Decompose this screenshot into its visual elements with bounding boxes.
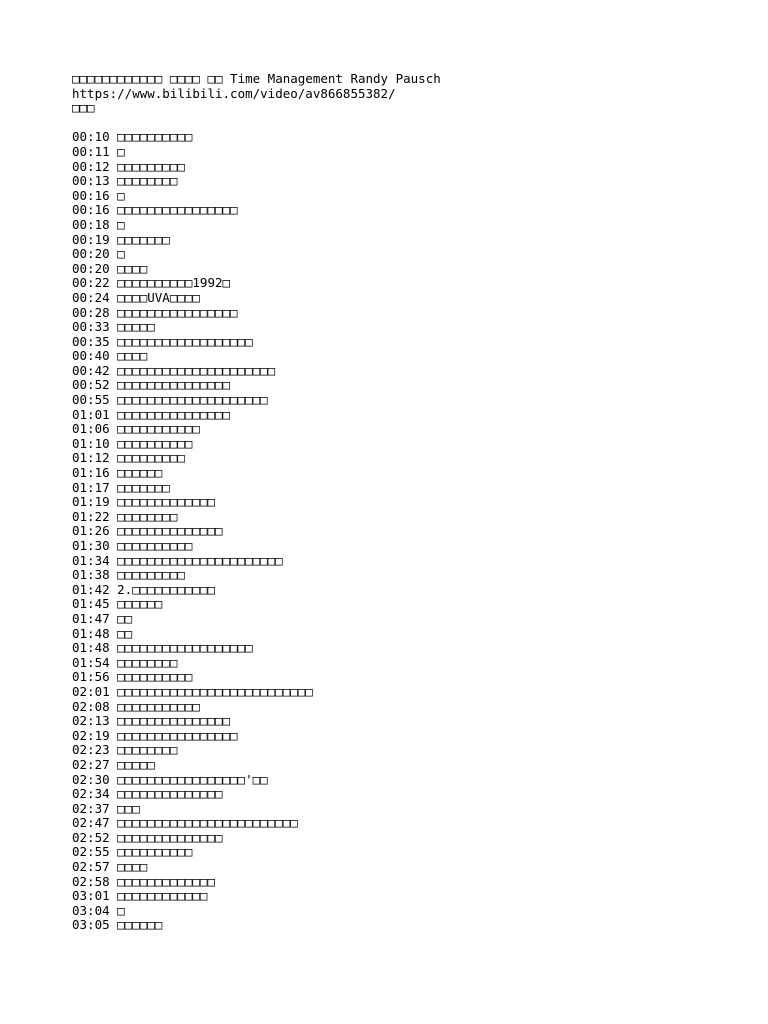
- timestamp: 00:24: [72, 289, 110, 305]
- subtitle-text: □□□□□□: [117, 465, 163, 481]
- transcript-line: [72, 451, 722, 466]
- timestamp: 00:16: [72, 202, 110, 218]
- spacer: [72, 116, 722, 131]
- subtitle-text: □□□□□□□□□□1992□: [117, 275, 231, 291]
- subtitle-text: □□□□□□□□□□□□□□□: [117, 377, 231, 393]
- timestamp: 00:19: [72, 231, 110, 247]
- transcript-line: [72, 160, 722, 175]
- transcript-line: [72, 378, 722, 393]
- transcript-line: [72, 335, 722, 350]
- timestamp: 00:13: [72, 173, 110, 189]
- subtitle-text: □□□□□□□□□□□: [117, 698, 200, 714]
- transcript-line: [72, 918, 722, 933]
- transcript-line: [72, 510, 722, 525]
- transcript-line: [72, 349, 722, 364]
- transcript-line: [72, 233, 722, 248]
- transcript-line: [72, 466, 722, 481]
- transcript-line: [72, 773, 722, 788]
- subtitle-text: □□□□□□□□□□□□□□: [117, 786, 223, 802]
- transcript-line: [72, 145, 722, 160]
- transcript-line: [72, 627, 722, 642]
- timestamp: 01:45: [72, 596, 110, 612]
- timestamp: 02:55: [72, 844, 110, 860]
- timestamp: 01:17: [72, 479, 110, 495]
- timestamp: 01:34: [72, 552, 110, 568]
- subtitle-text: □□□□□□□□□□□□: [117, 888, 208, 904]
- subtitle-text: □□□□: [117, 348, 148, 364]
- timestamp: 01:22: [72, 508, 110, 524]
- timestamp: 03:01: [72, 888, 110, 904]
- transcript-line: [72, 306, 722, 321]
- subtitle-text: □□□□□□□□□□□□□□□□□□□□□□□□: [117, 815, 298, 831]
- subtitle-text: □□□□□□□□□□□□□□□□□□: [117, 333, 253, 349]
- timestamp: 02:52: [72, 829, 110, 845]
- timestamp: 03:05: [72, 917, 110, 933]
- timestamp: 00:35: [72, 333, 110, 349]
- transcript-line: [72, 583, 722, 598]
- transcript-line: [72, 393, 722, 408]
- subtitle-text: □□□□□□□□□□□□□□□□□□□□: [117, 392, 268, 408]
- subtitle-text: □□□□□□□□□□□□□□: [117, 523, 223, 539]
- timestamp: 02:08: [72, 698, 110, 714]
- timestamp: 00:11: [72, 143, 110, 159]
- transcript-line: [72, 758, 722, 773]
- transcript-line: [72, 247, 722, 262]
- transcript-line: [72, 408, 722, 423]
- transcript-line: [72, 612, 722, 627]
- timestamp: 01:54: [72, 654, 110, 670]
- transcript-line: [72, 189, 722, 204]
- subtitle-text: □□□□□□□□□□□□□□□: [117, 713, 231, 729]
- transcript-line: [72, 875, 722, 890]
- timestamp: 01:01: [72, 406, 110, 422]
- transcript-line: [72, 203, 722, 218]
- subtitle-text: □□□□□□: [117, 917, 163, 933]
- subtitle-text: □□□□□□□□□□□□□□□□□□: [117, 640, 253, 656]
- transcript-line: [72, 291, 722, 306]
- subtitle-text: □□□□□□□□□□: [117, 435, 193, 451]
- subtitle-text: □□□□□□□□□□□□□□: [117, 829, 223, 845]
- subtitle-text: □□□□□□□□□□: [117, 669, 193, 685]
- timestamp: 01:47: [72, 610, 110, 626]
- subtitle-text: □□□□□□□□□□□□□: [117, 873, 215, 889]
- subtitle-text: □□□□□□□□□□□□□: [117, 494, 215, 510]
- timestamp: 00:18: [72, 216, 110, 232]
- transcript-line: [72, 481, 722, 496]
- subtitle-text: 2.□□□□□□□□□□□: [117, 581, 215, 597]
- subtitle-text: □□□□□□□□□□: [117, 844, 193, 860]
- subtitle-text: □□: [117, 625, 133, 641]
- timestamp: 01:48: [72, 640, 110, 656]
- subtitle-text: □□□: [117, 800, 140, 816]
- document-title: □□□□□□□□□□□□ □□□□ □□ Time Management Randy Pausch: [72, 71, 441, 86]
- transcript-line: [72, 860, 722, 875]
- subtitle-text: □□□□□: [117, 756, 155, 772]
- timestamp: 01:19: [72, 494, 110, 510]
- subtitle-text: □□□□□□□□□: [117, 450, 185, 466]
- transcript-line: [72, 656, 722, 671]
- timestamp: 01:42: [72, 581, 110, 597]
- transcript-line: [72, 670, 722, 685]
- timestamp: 00:20: [72, 260, 110, 276]
- subtitle-text: □□□□□□□□□□□□□□□: [117, 406, 231, 422]
- timestamp: 00:12: [72, 158, 110, 174]
- subtitle-text: □□□□□□: [117, 596, 163, 612]
- transcript-line: [72, 816, 722, 831]
- transcript-line: [72, 554, 722, 569]
- transcript-line: [72, 685, 722, 700]
- timestamp: 02:47: [72, 815, 110, 831]
- subtitle-text: □□□□□□□□: [117, 742, 178, 758]
- subtitle-text: □□□□□□□□□□□□□□□□: [117, 202, 238, 218]
- subtitle-text: □□□□UVA□□□□: [117, 289, 200, 305]
- timestamp: 01:30: [72, 538, 110, 553]
- transcript-line: [72, 904, 722, 919]
- transcript-line: [72, 174, 722, 189]
- transcript-line: [72, 422, 722, 437]
- transcript-line: [72, 218, 722, 233]
- transcript-line: [72, 320, 722, 335]
- section-label: □□□: [72, 100, 95, 116]
- timestamp: 00:22: [72, 275, 110, 291]
- timestamp: 02:19: [72, 727, 110, 743]
- transcript-line: [72, 539, 722, 554]
- transcript-line: [72, 568, 722, 583]
- subtitle-text: □□□□□□□: [117, 231, 170, 247]
- subtitle-text: □□□□□□□□□□: [117, 129, 193, 145]
- subtitle-text: □□□□□□□□: [117, 173, 178, 189]
- transcript-line: [72, 437, 722, 452]
- subtitle-text: □□□□□□□□□□□□□□□□□□□□□: [117, 362, 276, 378]
- timestamp: 00:16: [72, 187, 110, 203]
- transcript-line: [72, 364, 722, 379]
- transcript-line: [72, 641, 722, 656]
- transcript-line: [72, 495, 722, 510]
- timestamp: 01:26: [72, 523, 110, 539]
- document-page: [72, 72, 722, 933]
- subtitle-text: □□□□□: [117, 319, 155, 335]
- subtitle-text: □□□□□□□□□□□: [117, 421, 200, 437]
- transcript-line: [72, 524, 722, 539]
- timestamp: 00:40: [72, 348, 110, 364]
- transcript-line: [72, 802, 722, 817]
- subtitle-text: □□□□: [117, 859, 148, 875]
- timestamp: 00:28: [72, 304, 110, 320]
- subtitle-text: □□□□□□□□□□□□□□□□□□□□□□: [117, 552, 283, 568]
- transcript-line: [72, 714, 722, 729]
- timestamp: 02:27: [72, 756, 110, 772]
- subtitle-text: □□□□: [117, 260, 148, 276]
- subtitle-text: □□□□□□□□□□□□□□□□□□□□□□□□□□: [117, 683, 313, 699]
- subtitle-text: □□□□□□□□□□□□□□□□: [117, 727, 238, 743]
- timestamp: 02:37: [72, 800, 110, 816]
- subtitle-text: □□□□□□□: [117, 479, 170, 495]
- timestamp: 01:38: [72, 567, 110, 583]
- transcript-line: [72, 262, 722, 277]
- timestamp: 00:55: [72, 392, 110, 408]
- timestamp: 02:13: [72, 713, 110, 729]
- timestamp: 01:48: [72, 625, 110, 641]
- transcript-line: [72, 743, 722, 758]
- timestamp: 02:58: [72, 873, 110, 889]
- subtitle-text: □□□□□□□□: [117, 654, 178, 670]
- subtitle-text: □□□□□□□□□□□□□□□□□'□□: [117, 771, 268, 787]
- transcript-line: [72, 831, 722, 846]
- subtitle-text: □: [117, 246, 125, 262]
- transcript-line: [72, 729, 722, 744]
- subtitle-text: □□□□□□□□□□: [117, 538, 193, 553]
- timestamp: 01:06: [72, 421, 110, 437]
- timestamp: 01:10: [72, 435, 110, 451]
- timestamp: 00:52: [72, 377, 110, 393]
- transcript-line: [72, 597, 722, 612]
- subtitle-text: □□□□□□□□: [117, 508, 178, 524]
- subtitle-text: □□□□□□□□□: [117, 567, 185, 583]
- timestamp: 02:30: [72, 771, 110, 787]
- timestamp: 02:23: [72, 742, 110, 758]
- subtitle-text: □: [117, 187, 125, 203]
- subtitle-text: □: [117, 902, 125, 918]
- timestamp: 02:01: [72, 683, 110, 699]
- timestamp: 01:56: [72, 669, 110, 685]
- subtitle-text: □: [117, 143, 125, 159]
- transcript-line: [72, 276, 722, 291]
- timestamp: 03:04: [72, 902, 110, 918]
- transcript-line: [72, 845, 722, 860]
- timestamp: 00:42: [72, 362, 110, 378]
- timestamp: 00:10: [72, 129, 110, 145]
- timestamp: 01:12: [72, 450, 110, 466]
- subtitle-text: □□: [117, 610, 133, 626]
- timestamp: 00:33: [72, 319, 110, 335]
- transcript-line: [72, 130, 722, 145]
- subtitle-text: □: [117, 216, 125, 232]
- subtitle-text: □□□□□□□□□□□□□□□□: [117, 304, 238, 320]
- transcript-list: [72, 130, 722, 933]
- timestamp: 02:34: [72, 786, 110, 802]
- timestamp: 01:16: [72, 465, 110, 481]
- transcript-line: [72, 700, 722, 715]
- timestamp: 00:20: [72, 246, 110, 262]
- subtitle-text: □□□□□□□□□: [117, 158, 185, 174]
- transcript-line: [72, 889, 722, 904]
- video-url: https://www.bilibili.com/video/av866855382/: [72, 85, 396, 101]
- transcript-line: [72, 787, 722, 802]
- timestamp: 02:57: [72, 859, 110, 875]
